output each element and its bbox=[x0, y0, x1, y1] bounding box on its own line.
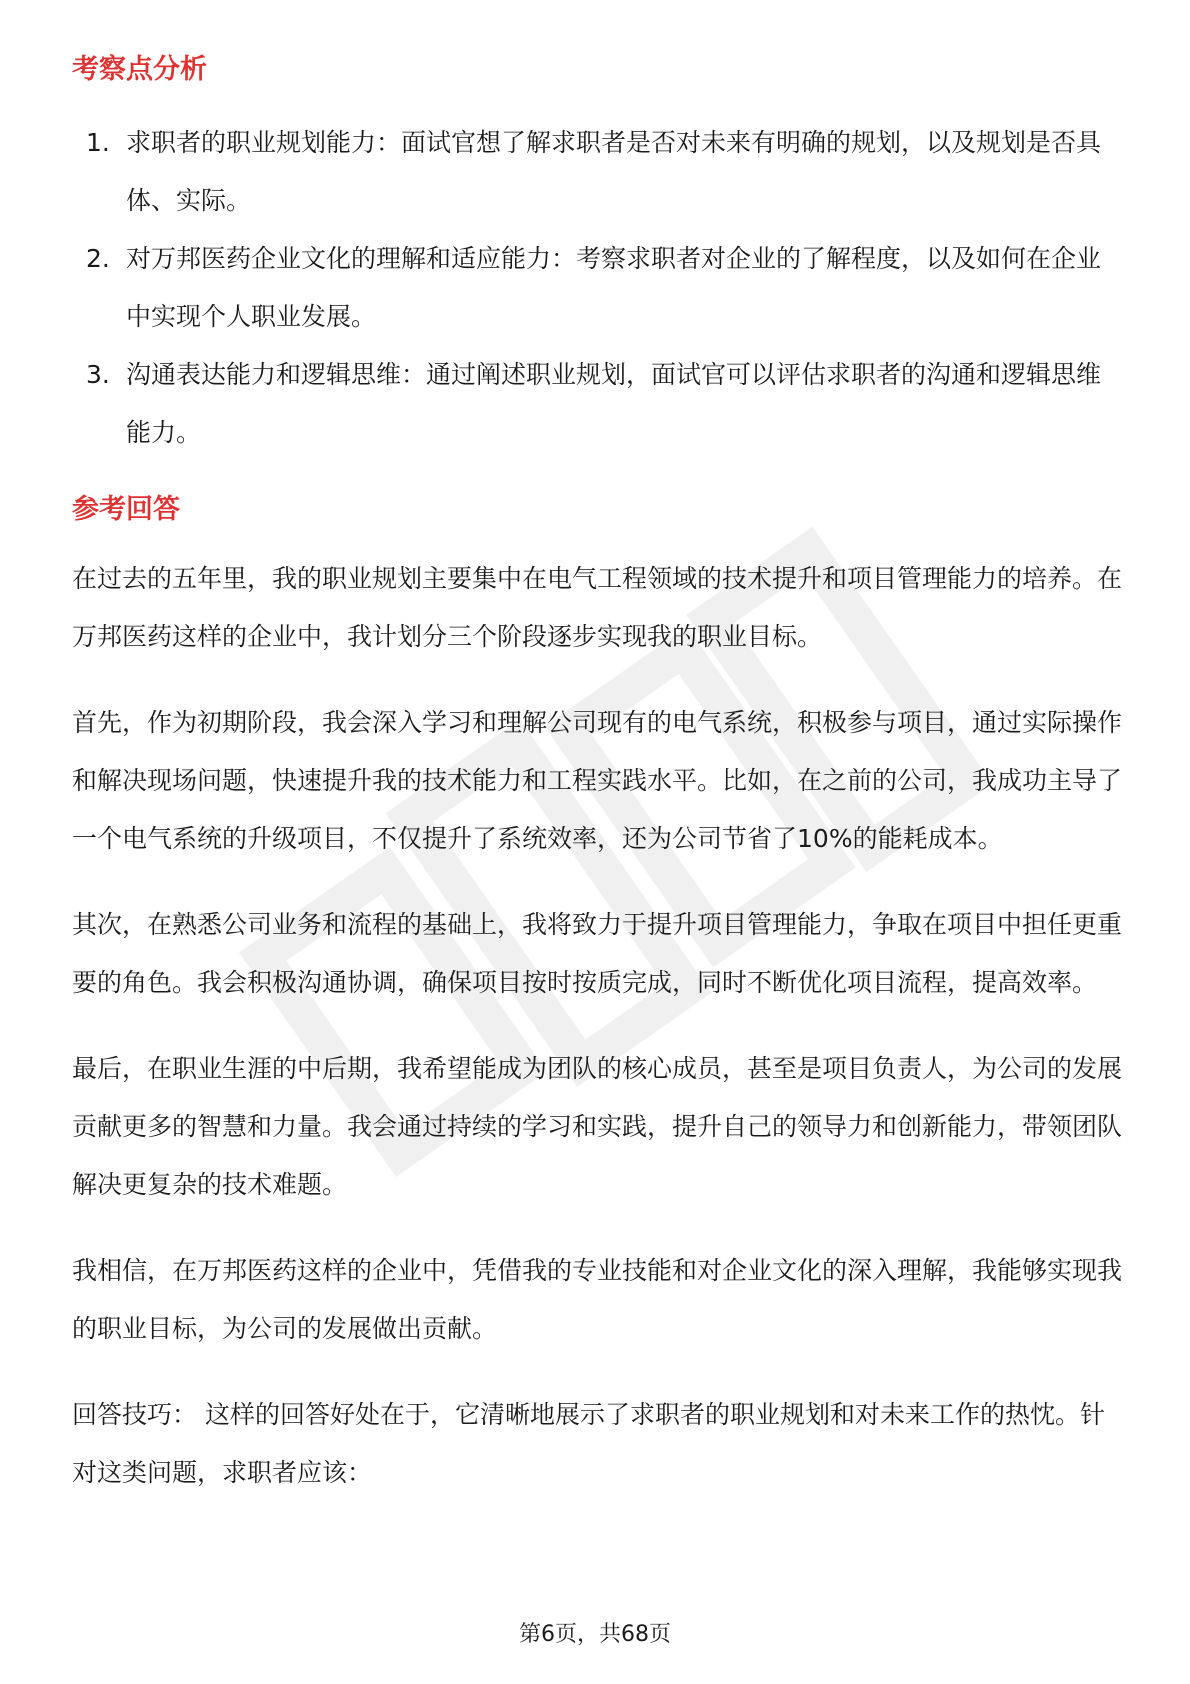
answer-paragraph: 最后，在职业生涯的中后期，我希望能成为团队的核心成员，甚至是项目负责人，为公司的发展贡献更多的智慧和力量。我会通过持续的学习和实践，提升自己的领导力和创新能力，带领团队解决更复杂的技术难题。 bbox=[72, 1054, 1123, 1199]
document-content bbox=[72, 44, 1122, 1502]
list-number: 1. bbox=[86, 128, 110, 157]
list-number: 2. bbox=[86, 244, 110, 273]
list-number: 3. bbox=[86, 360, 110, 389]
analysis-heading: 考察点分析 bbox=[72, 54, 207, 85]
answer-tips-paragraph: 回答技巧： 这样的回答好处在于，它清晰地展示了求职者的职业规划和对未来工作的热忱。针对这类问题，求职者应该： bbox=[72, 1400, 1105, 1487]
answer-paragraph: 我相信，在万邦医药这样的企业中，凭借我的专业技能和对企业文化的深入理解，我能够实现我的职业目标，为公司的发展做出贡献。 bbox=[72, 1256, 1123, 1343]
answer-heading: 参考回答 bbox=[72, 494, 180, 525]
analysis-list bbox=[72, 114, 1122, 462]
list-text: 求职者的职业规划能力：面试官想了解求职者是否对未来有明确的规划，以及规划是否具体、实际。 bbox=[126, 128, 1102, 215]
answer-paragraph: 首先，作为初期阶段，我会深入学习和理解公司现有的电气系统，积极参与项目，通过实际操作和解决现场问题，快速提升我的技术能力和工程实践水平。比如，在之前的公司，我成功主导了一个电气系统的升级项目，不仅提升了系统效率，还为公司节省了10%的能耗成本。 bbox=[72, 708, 1123, 853]
answer-paragraph: 在过去的五年里，我的职业规划主要集中在电气工程领域的技术提升和项目管理能力的培养。在万邦医药这样的企业中，我计划分三个阶段逐步实现我的职业目标。 bbox=[72, 564, 1123, 651]
list-text: 对万邦医药企业文化的理解和适应能力：考察求职者对企业的了解程度，以及如何在企业中实现个人职业发展。 bbox=[126, 244, 1102, 331]
answer-paragraph: 其次，在熟悉公司业务和流程的基础上，我将致力于提升项目管理能力，争取在项目中担任更重要的角色。我会积极沟通协调，确保项目按时按质完成，同时不断优化项目流程，提高效率。 bbox=[72, 910, 1123, 997]
list-item bbox=[72, 346, 1122, 462]
answer-body bbox=[72, 550, 1122, 1502]
list-item bbox=[72, 230, 1122, 346]
list-item bbox=[72, 114, 1122, 230]
page-number: 第6页，共68页 bbox=[519, 1622, 671, 1647]
list-text: 沟通表达能力和逻辑思维：通过阐述职业规划，面试官可以评估求职者的沟通和逻辑思维能力。 bbox=[126, 360, 1102, 447]
